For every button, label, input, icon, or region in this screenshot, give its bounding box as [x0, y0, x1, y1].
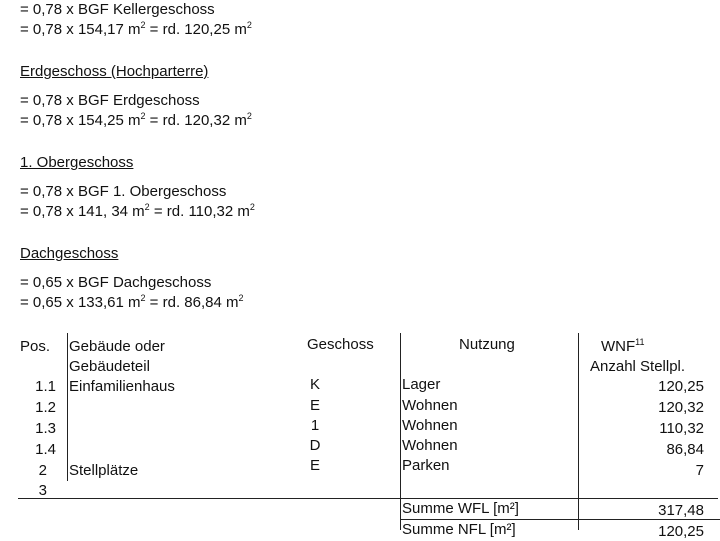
header-stellpl: Anzahl Stellpl. — [590, 358, 686, 375]
row-geschoss: 1 — [310, 417, 320, 434]
row-pos: 1.3 — [35, 420, 56, 437]
row-gebaeude: Einfamilienhaus — [69, 378, 175, 395]
keller-line2: = 0,78 x 154,17 $m^2$ = rd. 120,25 $m^2$ — [20, 20, 252, 38]
row-wert: 120,32 — [658, 399, 704, 416]
keller-line1: = 0,78 x BGF Kellergeschoss — [20, 1, 215, 18]
obergeschoss-heading: 1. Obergeschoss — [20, 154, 134, 171]
erdgeschoss-heading: Erdgeschoss (Hochparterre) — [20, 63, 209, 80]
summe-wfl-value: 317,48 — [658, 502, 704, 519]
summe-nfl-value: 120,25 — [658, 523, 704, 540]
table-divider — [67, 333, 68, 481]
row-pos: 1.4 — [35, 441, 56, 458]
row-nutzung: Lager — [402, 376, 441, 393]
header-nutzung: Nutzung — [459, 336, 515, 353]
summe-wfl-label: Summe WFL [m²] — [402, 500, 519, 517]
header-gebaeude: Gebäude oder — [69, 338, 165, 355]
row-wert: 120,25 — [658, 378, 704, 395]
row-pos: 1.2 — [35, 399, 56, 416]
table-divider — [18, 498, 718, 499]
table-divider — [578, 333, 579, 530]
row-pos: 3 — [38, 482, 47, 499]
row-gebaeude: Stellplätze — [69, 462, 139, 479]
header-geschoss: Geschoss — [307, 336, 374, 353]
row-geschoss: E — [309, 457, 320, 474]
dachgeschoss-line2: = 0,65 x 133,61 $m^2$ = rd. 86,84 $m^2$ — [20, 293, 244, 311]
row-wert: 110,32 — [659, 420, 704, 437]
row-pos: 1.1 — [35, 378, 56, 395]
row-geschoss: E — [309, 397, 320, 414]
row-nutzung: Parken — [402, 457, 450, 474]
erdgeschoss-line1: = 0,78 x BGF Erdgeschoss — [20, 92, 200, 109]
dachgeschoss-heading: Dachgeschoss — [20, 245, 119, 262]
summe-nfl-label: Summe NFL [m²] — [402, 521, 516, 538]
row-geschoss: D — [309, 437, 321, 454]
header-gebaeude-2: Gebäudeteil — [69, 358, 150, 375]
obergeschoss-line1: = 0,78 x BGF 1. Obergeschoss — [20, 183, 227, 200]
dachgeschoss-line1: = 0,65 x BGF Dachgeschoss — [20, 274, 212, 291]
header-wnf: WNF$^{11}$ — [601, 337, 645, 355]
table-divider — [400, 333, 401, 530]
row-nutzung: Wohnen — [402, 437, 458, 454]
row-wert: 7 — [695, 462, 704, 479]
row-nutzung: Wohnen — [402, 397, 458, 414]
obergeschoss-line2: = 0,78 x 141, 34 $m^2$ = rd. 110,32 $m^2$ — [20, 202, 255, 220]
row-wert: 86,84 — [666, 441, 704, 458]
row-nutzung: Wohnen — [402, 417, 458, 434]
header-pos: Pos. — [20, 338, 51, 355]
erdgeschoss-line2: = 0,78 x 154,25 $m^2$ = rd. 120,32 $m^2$ — [20, 111, 252, 129]
row-pos: 2 — [38, 462, 47, 479]
row-geschoss: K — [309, 376, 320, 393]
